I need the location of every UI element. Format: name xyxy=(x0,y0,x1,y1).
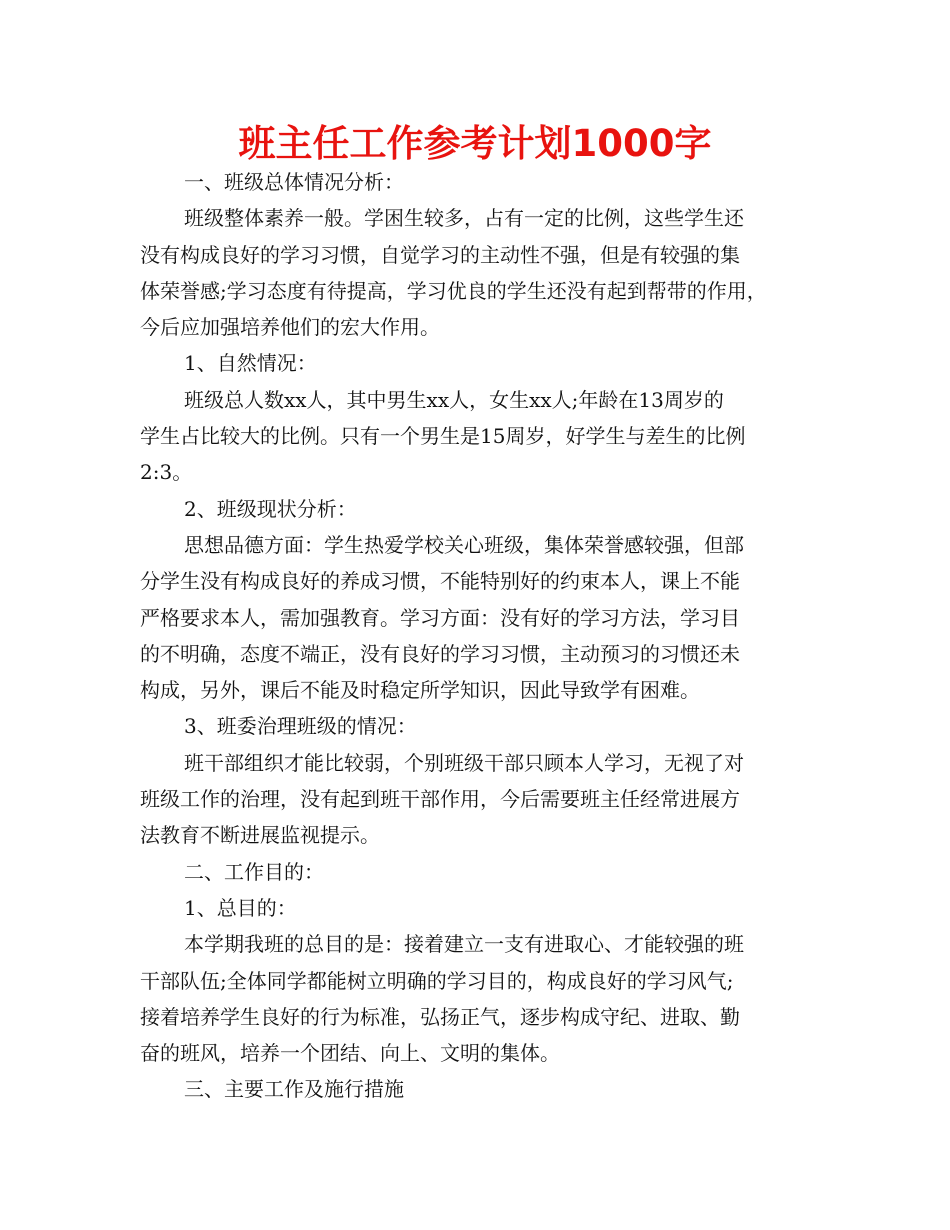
paragraph-line: 分学生没有构成良好的养成习惯，不能特别好的约束本人，课上不能 xyxy=(140,569,740,594)
document-body xyxy=(140,164,812,1108)
paragraph-start-line: 1、总目的： xyxy=(184,895,297,920)
paragraph-start-line: 本学期我班的总目的是：接着建立一支有进取心、才能较强的班 xyxy=(184,932,744,957)
paragraph-line: 班级工作的治理，没有起到班干部作用，今后需要班主任经常进展方 xyxy=(140,787,740,812)
paragraph-line: 的不明确，态度不端正，没有良好的学习习惯，主动预习的习惯还未 xyxy=(140,641,740,666)
paragraph-line: 学生占比较大的比例。只有一个男生是15周岁，好学生与差生的比例 xyxy=(140,424,746,449)
paragraph-line: 接着培养学生良好的行为标准，弘扬正气，逐步构成守纪、进取、勤 xyxy=(140,1004,740,1029)
paragraph-line: 构成，另外，课后不能及时稳定所学知识，因此导致学有困难。 xyxy=(140,678,700,703)
paragraph-start-line: 思想品德方面：学生热爱学校关心班级，集体荣誉感较强，但部 xyxy=(184,532,744,557)
paragraph-start-line: 1、自然情况： xyxy=(184,351,317,376)
paragraph-line: 法教育不断进展监视提示。 xyxy=(140,823,380,848)
paragraph-line: 体荣誉感;学习态度有待提高，学习优良的学生还没有起到帮带的作用， xyxy=(140,278,767,303)
paragraph-line: 2:3。 xyxy=(140,460,193,485)
paragraph-line: 严格要求本人，需加强教育。学习方面：没有好的学习方法，学习目 xyxy=(140,605,740,630)
document-title: 班主任工作参考计划1000字 xyxy=(238,122,712,165)
paragraph-line: 没有构成良好的学习习惯，自觉学习的主动性不强，但是有较强的集 xyxy=(140,242,740,267)
paragraph-start-line: 班级整体素养一般。学困生较多，占有一定的比例，这些学生还 xyxy=(184,206,744,231)
paragraph-line: 今后应加强培养他们的宏大作用。 xyxy=(140,315,440,340)
paragraph-start-line: 2、班级现状分析： xyxy=(184,496,357,521)
paragraph-line: 奋的班风，培养一个团结、向上、文明的集体。 xyxy=(140,1041,560,1066)
paragraph-start-line: 班级总人数xx人，其中男生xx人，女生xx人;年龄在13周岁的 xyxy=(184,387,724,412)
paragraph-start-line: 二、工作目的： xyxy=(184,859,324,884)
paragraph-start-line: 班干部组织才能比较弱，个别班级干部只顾本人学习，无视了对 xyxy=(184,750,744,775)
paragraph-line: 干部队伍;全体同学都能树立明确的学习目的，构成良好的学习风气; xyxy=(140,968,734,993)
paragraph-start-line: 一、班级总体情况分析： xyxy=(184,170,404,194)
paragraph-start-line: 三、主要工作及施行措施 xyxy=(184,1077,404,1102)
paragraph-start-line: 3、班委治理班级的情况： xyxy=(184,714,417,739)
